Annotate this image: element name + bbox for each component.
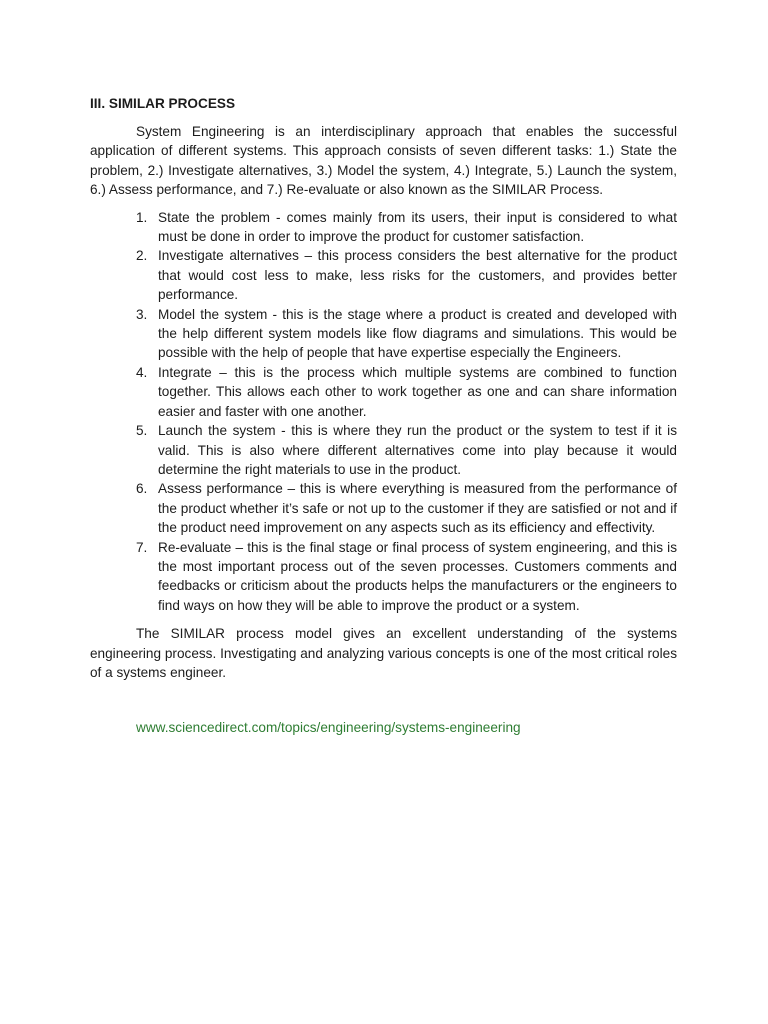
section-heading: III. SIMILAR PROCESS bbox=[90, 96, 236, 111]
list-item bbox=[90, 305, 677, 363]
list-item bbox=[90, 479, 677, 537]
list-item bbox=[90, 208, 677, 247]
list-item-number: 6. bbox=[136, 481, 148, 497]
list-item-text: Assess performance – this is where everything is measured from the performance of the product whether it’s safe or not up to the customer if they are satisfied or not and if the product need improvement on any aspects such as its efficiency and effectivity. bbox=[158, 481, 677, 536]
source-link[interactable]: www.sciencedirect.com/topics/engineering/systems-engineering bbox=[136, 720, 521, 736]
list-item-number: 1. bbox=[136, 209, 148, 225]
list-item bbox=[90, 538, 677, 616]
list-item-number: 5. bbox=[136, 423, 148, 439]
list-item-number: 4. bbox=[136, 364, 148, 380]
list-item bbox=[90, 363, 677, 421]
list-item-text: Re-evaluate – this is the final stage or final process of system engineering, and this is the most important process out of the seven processes. Customers comments and feedbacks or criticism about the products helps the manufacturers or the engineers to find ways on how they will be able to improve the product or a system. bbox=[158, 539, 677, 613]
list-item-text: Launch the system - this is where they run the product or the system to test if it is valid. This is also where different alternatives come into play because it would determine the right materials to use in the product. bbox=[158, 423, 677, 477]
list-item bbox=[90, 421, 677, 479]
list-item-text: Model the system - this is the stage where a product is created and developed with the help different system models like flow diagrams and simulations. This would be possible with the help of people that have expertise especially the Engineers. bbox=[158, 306, 677, 361]
document-page bbox=[90, 94, 677, 738]
list-item-number: 3. bbox=[136, 306, 148, 322]
list-item-number: 7. bbox=[136, 539, 148, 555]
list-item-text: State the problem - comes mainly from its users, their input is considered to what must be done in order to improve the product for customer satisfaction. bbox=[158, 209, 677, 245]
list-item-number: 2. bbox=[136, 248, 148, 264]
list-item bbox=[90, 246, 677, 304]
list-item-text: Investigate alternatives – this process considers the best alternative for the product that would cost less to make, less risks for the customers, and provides better performance. bbox=[158, 248, 677, 303]
list-item-text: Integrate – this is the process which multiple systems are combined to function together. This allows each other to work together as one and can share information easier and faster with one another. bbox=[158, 364, 677, 419]
closing-paragraph: The SIMILAR process model gives an excellent understanding of the systems engineering process. Investigating and analyzing various concepts is one of the most critical roles of a systems engineer. bbox=[90, 626, 677, 680]
steps-list bbox=[90, 208, 677, 616]
intro-paragraph: System Engineering is an interdisciplinary approach that enables the successful application of different systems. This approach consists of seven different tasks: 1.) State the problem, 2.) Investigate alternatives, 3.) Model the system, 4.) Integrate, 5.) Launch the system, 6.) Assess performance, and 7.) Re-evaluate or also known as the SIMILAR Process. bbox=[90, 124, 677, 198]
